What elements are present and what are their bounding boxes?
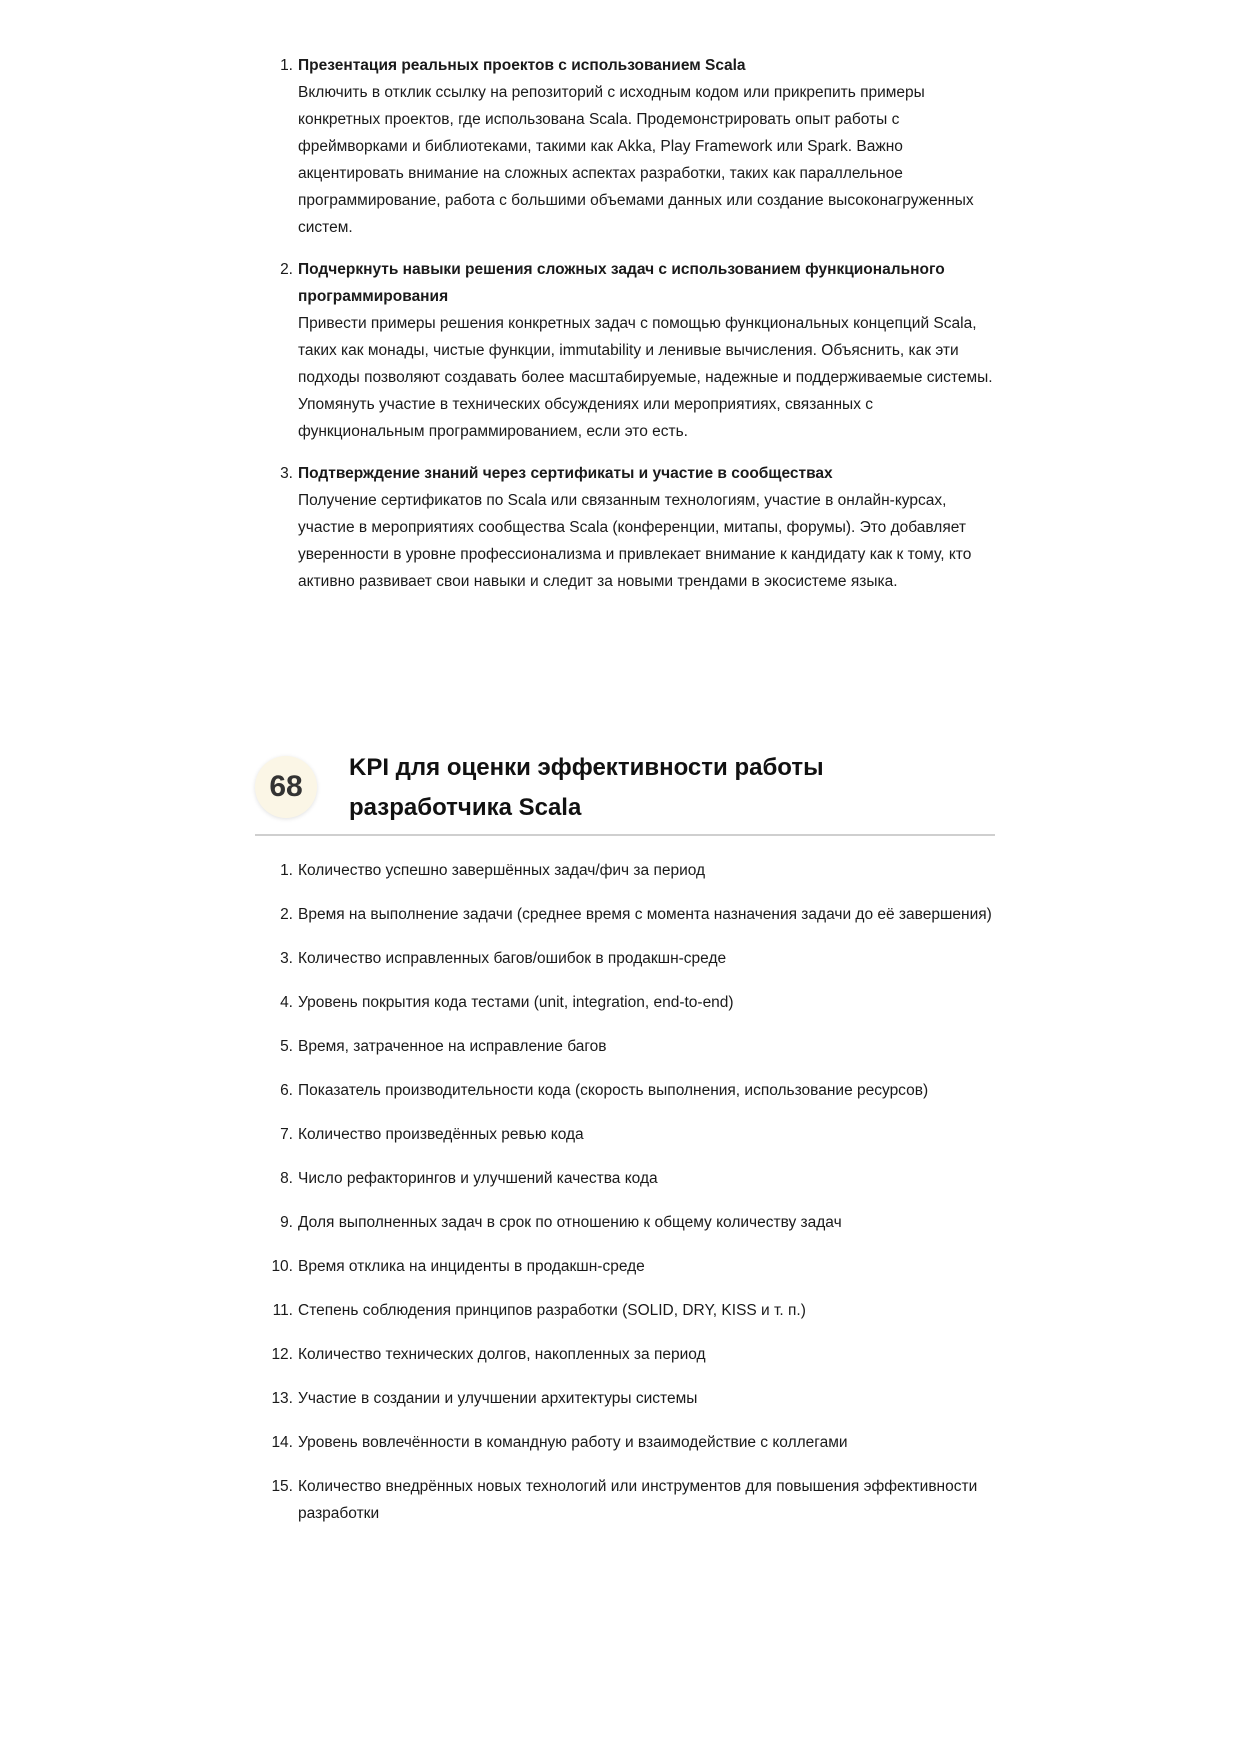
list-item-number: 1.	[280, 57, 293, 74]
kpi-item	[255, 1121, 995, 1148]
kpi-item-number: 5.	[280, 1038, 293, 1055]
kpi-item-text: Уровень покрытия кода тестами (unit, integration, end-to-end)	[298, 994, 734, 1011]
kpi-item-number: 11.	[272, 1302, 293, 1319]
list-item-body: Привести примеры решения конкретных задач с помощью функциональных концепций Scala, таких как монады, чистые функции, immutability и ленивые вычисления. Объяснить, как эти подходы позволяют создавать более масштабируемые, надежные и поддерживаемые системы. Упомянуть участие в технических обсуждениях или мероприятиях, связанных с функциональным программированием, если это есть.	[298, 315, 993, 440]
kpi-item-text: Время отклика на инциденты в продакшн-среде	[298, 1258, 645, 1275]
kpi-item	[255, 1341, 995, 1368]
kpi-item	[255, 901, 995, 928]
kpi-item	[255, 1033, 995, 1060]
kpi-item-number: 4.	[280, 994, 293, 1011]
list-item	[255, 460, 995, 595]
kpi-item-number: 9.	[280, 1214, 293, 1231]
list-item-number: 2.	[280, 261, 293, 278]
kpi-item-text: Число рефакторингов и улучшений качества кода	[298, 1170, 658, 1187]
kpi-item	[255, 1253, 995, 1280]
kpi-item	[255, 1209, 995, 1236]
kpi-item	[255, 1473, 995, 1527]
kpi-item	[255, 857, 995, 884]
kpi-item-text: Количество исправленных багов/ошибок в продакшн-среде	[298, 950, 727, 967]
list-item	[255, 256, 995, 445]
list-item-body: Получение сертификатов по Scala или связанным технологиям, участие в онлайн-курсах, участие в мероприятиях сообщества Scala (конференции, митапы, форумы). Это добавляет уверенности в уровне профессионализма и привлекает внимание к кандидату как к тому, кто активно развивает свои навыки и следит за новыми трендами в экосистеме языка.	[298, 492, 972, 590]
kpi-item	[255, 1297, 995, 1324]
section-title: KPI для оценки эффективности работы разработчика Scala	[349, 754, 824, 821]
list-item-heading: Подтверждение знаний через сертификаты и участие в сообществах	[298, 465, 833, 482]
kpi-item-text: Уровень вовлечённости в командную работу и взаимодействие с коллегами	[298, 1434, 848, 1451]
list-item-heading: Подчеркнуть навыки решения сложных задач с использованием функционального программирования	[298, 261, 945, 305]
kpi-item-text: Количество успешно завершённых задач/фич за период	[298, 862, 706, 879]
kpi-item-text: Степень соблюдения принципов разработки (SOLID, DRY, KISS и т. п.)	[298, 1302, 806, 1319]
list-item-body: Включить в отклик ссылку на репозиторий с исходным кодом или прикрепить примеры конкретных проектов, где использована Scala. Продемонстрировать опыт работы с фреймворками и библиотеками, такими как Akka, Play Framework или Spark. Важно акцентировать внимание на сложных аспектах разработки, таких как параллельное программирование, работа с большими объемами данных или создание высоконагруженных систем.	[298, 84, 974, 236]
kpi-item-number: 10.	[271, 1258, 293, 1275]
kpi-item-number: 1.	[280, 862, 293, 879]
kpi-item	[255, 1165, 995, 1192]
list-item-heading: Презентация реальных проектов с использованием Scala	[298, 57, 746, 74]
kpi-item-number: 12.	[271, 1346, 293, 1363]
kpi-item-number: 15.	[271, 1478, 293, 1495]
kpi-item-number: 14.	[271, 1434, 293, 1451]
kpi-item	[255, 989, 995, 1016]
kpi-item-text: Доля выполненных задач в срок по отношению к общему количеству задач	[298, 1214, 842, 1231]
kpi-list	[255, 857, 995, 1544]
kpi-item-text: Количество технических долгов, накопленных за период	[298, 1346, 706, 1363]
kpi-item-text: Время на выполнение задачи (среднее время с момента назначения задачи до её завершения)	[298, 906, 992, 923]
kpi-item	[255, 1429, 995, 1456]
kpi-item	[255, 1385, 995, 1412]
kpi-item-number: 7.	[280, 1126, 293, 1143]
kpi-item-text: Количество внедрённых новых технологий или инструментов для повышения эффективности разработки	[298, 1478, 978, 1522]
kpi-item-text: Показатель производительности кода (скорость выполнения, использование ресурсов)	[298, 1082, 929, 1099]
kpi-item	[255, 945, 995, 972]
kpi-item-text: Участие в создании и улучшении архитектуры системы	[298, 1390, 698, 1407]
list-item-number: 3.	[280, 465, 293, 482]
section-header	[255, 748, 995, 836]
kpi-item-text: Количество произведённых ревью кода	[298, 1126, 584, 1143]
kpi-item-number: 3.	[280, 950, 293, 967]
kpi-item-number: 8.	[280, 1170, 293, 1187]
kpi-item-number: 2.	[280, 906, 293, 923]
kpi-item-number: 6.	[280, 1082, 293, 1099]
kpi-item-number: 13.	[271, 1390, 293, 1407]
list-item	[255, 52, 995, 241]
section-number-badge: 68	[255, 756, 317, 818]
kpi-item-text: Время, затраченное на исправление багов	[298, 1038, 607, 1055]
recommendations-list	[255, 52, 995, 610]
kpi-item	[255, 1077, 995, 1104]
